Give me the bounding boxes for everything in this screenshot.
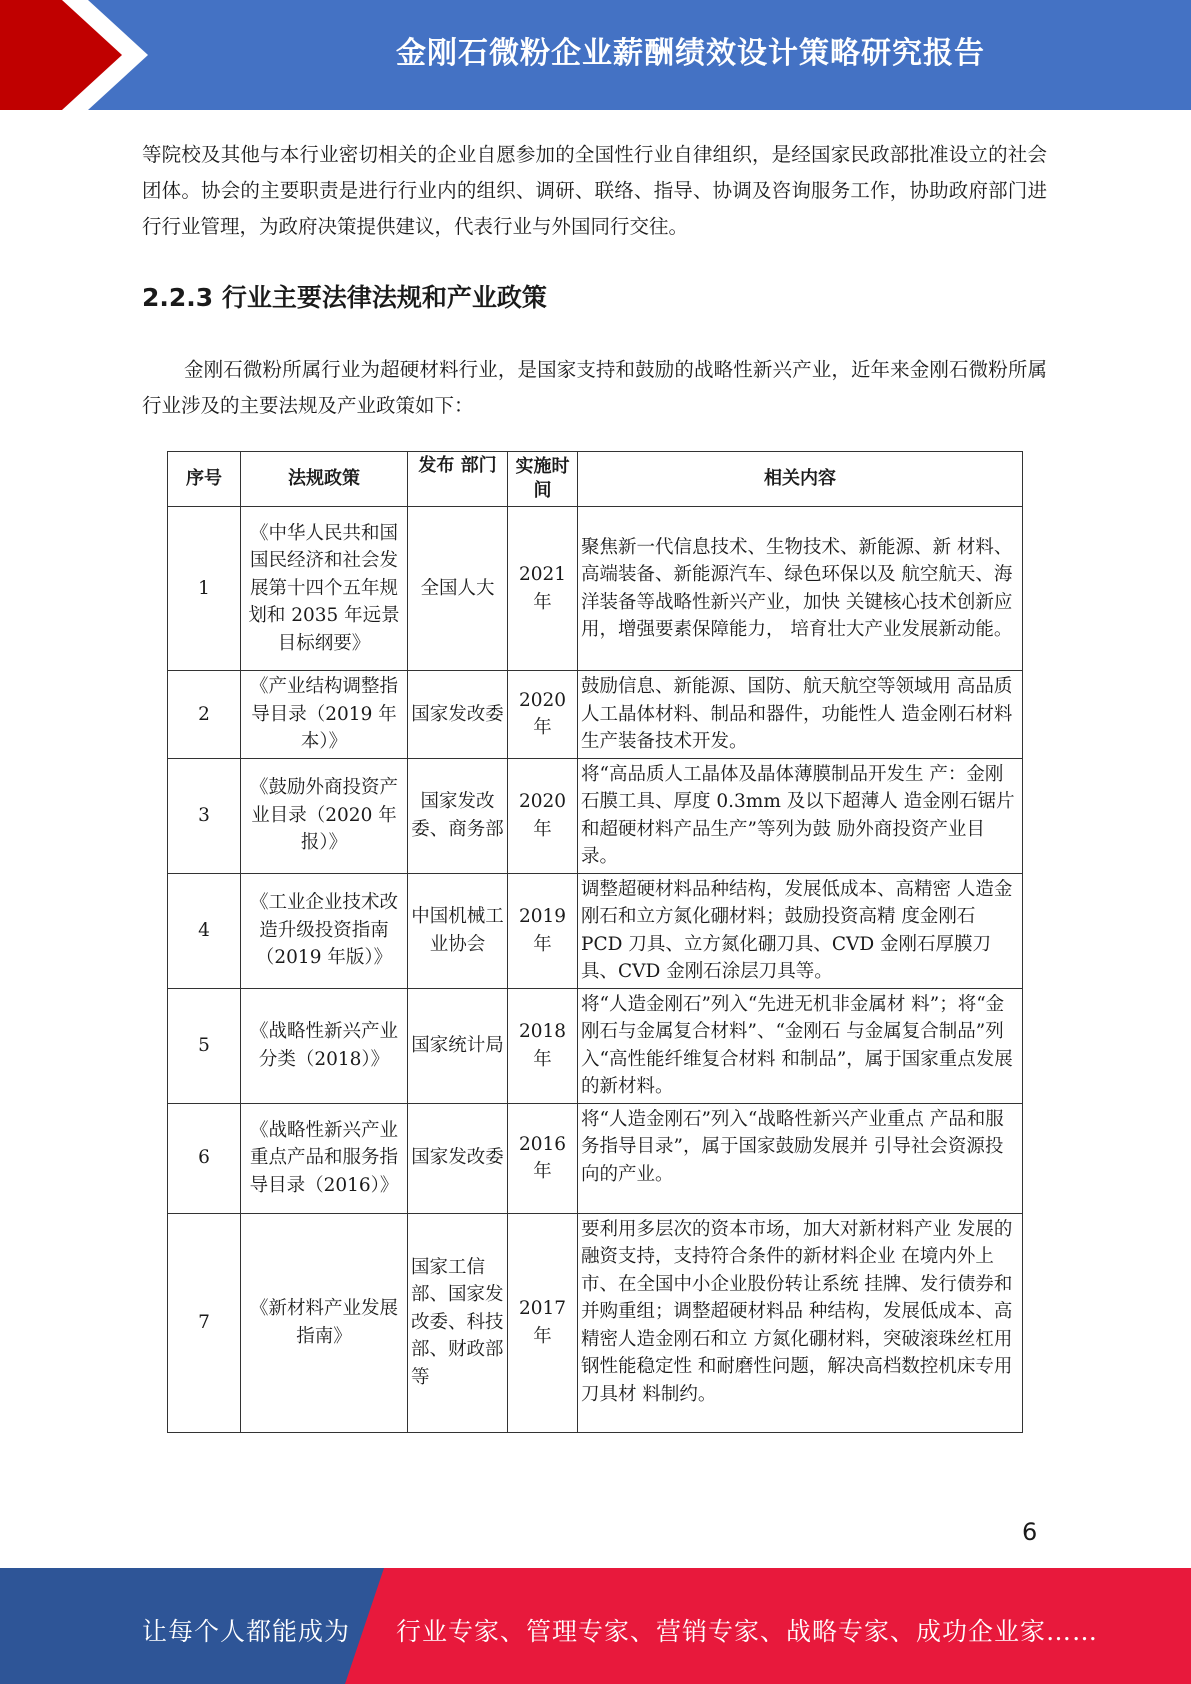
cell-dept: 国家发改委 (408, 671, 508, 759)
table-row (168, 507, 1023, 671)
paragraph-1: 等院校及其他与本行业密切相关的企业自愿参加的全国性行业自律组织，是经国家民政部批准设立的社会团体。协会的主要职责是进行行业内的组织、调研、联络、指导、协调及咨询服务工作，协助政府部门进行行业管理，为政府决策提供建议，代表行业与外国同行交往。 (142, 143, 1047, 238)
cell-policy: 《新材料产业发展指南》 (241, 1213, 408, 1432)
cell-policy: 《工业企业技术改造升级投资指南（2019 年版）》 (241, 873, 408, 988)
cell-year: 2017 年 (508, 1213, 578, 1432)
cell-no: 5 (168, 988, 241, 1103)
cell-no: 2 (168, 671, 241, 759)
footer-slogan-left: 让每个人都能成为 (142, 1617, 351, 1646)
cell-no: 1 (168, 507, 241, 671)
cell-content: 要利用多层次的资本市场，加大对新材料产业 发展的融资支持，支持符合条件的新材料企业 在境内外上市、在全国中小企业股份转让系统 挂牌、发行债券和并购重组；调整超硬材料品 种结构，发展低成本、高精密人造金刚石和立 方氮化硼材料，突破滚珠丝杠用钢性能稳定性 和耐磨性问题，解决高档数控机床专用刀具材 料制约。 (578, 1213, 1023, 1432)
page-footer (0, 1568, 1191, 1684)
cell-dept: 国家统计局 (408, 988, 508, 1103)
col-header-content: 相关内容 (578, 452, 1023, 507)
cell-content: 聚焦新一代信息技术、生物技术、新能源、新 材料、高端装备、新能源汽车、绿色环保以及 航空航天、海洋装备等战略性新兴产业，加快 关键核心技术创新应用，增强要素保障能力， 培育壮大产业发展新动能。 (578, 507, 1023, 671)
cell-policy: 《鼓励外商投资产业目录（2020 年报）》 (241, 758, 408, 873)
policy-table (167, 451, 1023, 1433)
cell-no: 6 (168, 1103, 241, 1213)
table-row (168, 988, 1023, 1103)
cell-year: 2020 年 (508, 671, 578, 759)
col-header-year: 实施时间 (508, 452, 578, 507)
col-header-dept: 发布 部门 (408, 452, 508, 507)
cell-year: 2018 年 (508, 988, 578, 1103)
cell-content: 将“高品质人工晶体及晶体薄膜制品开发生 产：金刚石膜工具、厚度 0.3mm 及以下超薄人 造金刚石锯片和超硬材料产品生产”等列为鼓 励外商投资产业目录。 (578, 758, 1023, 873)
cell-content: 鼓励信息、新能源、国防、航天航空等领域用 高品质人工晶体材料、制品和器件，功能性人 造金刚石材料生产装备技术开发。 (578, 671, 1023, 759)
table-row (168, 1103, 1023, 1213)
cell-year: 2021 年 (508, 507, 578, 671)
cell-dept: 国家工信部、国家发改委、科技部、财政部等 (408, 1213, 508, 1432)
report-title: 金刚石微粉企业薪酬绩效设计策略研究报告 (396, 36, 985, 71)
cell-dept: 中国机械工业协会 (408, 873, 508, 988)
table-header-row (168, 452, 1023, 507)
cell-year: 2019 年 (508, 873, 578, 988)
cell-dept: 国家发改委 (408, 1103, 508, 1213)
paragraph-2: 金刚石微粉所属行业为超硬材料行业，是国家支持和鼓励的战略性新兴产业，近年来金刚石微粉所属行业涉及的主要法规及产业政策如下： (142, 358, 1047, 417)
cell-no: 7 (168, 1213, 241, 1432)
table-row (168, 1213, 1023, 1432)
cell-year: 2016 年 (508, 1103, 578, 1213)
section-heading: 2.2.3 行业主要法律法规和产业政策 (142, 283, 547, 312)
table-row (168, 873, 1023, 988)
cell-dept: 全国人大 (408, 507, 508, 671)
page-number: 6 (1022, 1518, 1038, 1546)
cell-policy: 《中华人民共和国国民经济和社会发展第十四个五年规划和 2035 年远景目标纲要》 (241, 507, 408, 671)
cell-policy: 《战略性新兴产业重点产品和服务指导目录（2016）》 (241, 1103, 408, 1213)
cell-dept: 国家发改委、商务部 (408, 758, 508, 873)
cell-policy: 《战略性新兴产业分类（2018）》 (241, 988, 408, 1103)
table-row (168, 671, 1023, 759)
col-header-no: 序号 (168, 452, 241, 507)
cell-year: 2020 年 (508, 758, 578, 873)
cell-policy: 《产业结构调整指导目录（2019 年本）》 (241, 671, 408, 759)
cell-no: 4 (168, 873, 241, 988)
table-row (168, 758, 1023, 873)
cell-content: 将“人造金刚石”列入“战略性新兴产业重点 产品和服务指导目录”，属于国家鼓励发展并 引导社会资源投向的产业。 (578, 1103, 1023, 1213)
footer-slogan-right: 行业专家、管理专家、营销专家、战略专家、成功企业家…… (396, 1617, 1099, 1646)
col-header-policy: 法规政策 (241, 452, 408, 507)
cell-content: 调整超硬材料品种结构，发展低成本、高精密 人造金刚石和立方氮化硼材料；鼓励投资高精 度金刚石 PCD 刀具、立方氮化硼刀具、CVD 金刚石厚膜刀具、CVD 金刚石涂层刀具等。 (578, 873, 1023, 988)
cell-no: 3 (168, 758, 241, 873)
cell-content: 将“人造金刚石”列入“先进无机非金属材 料”；将“金刚石与金属复合材料”、“金刚石 与金属复合制品”列入“高性能纤维复合材料 和制品”，属于国家重点发展的新材料。 (578, 988, 1023, 1103)
page-header (0, 0, 1191, 110)
